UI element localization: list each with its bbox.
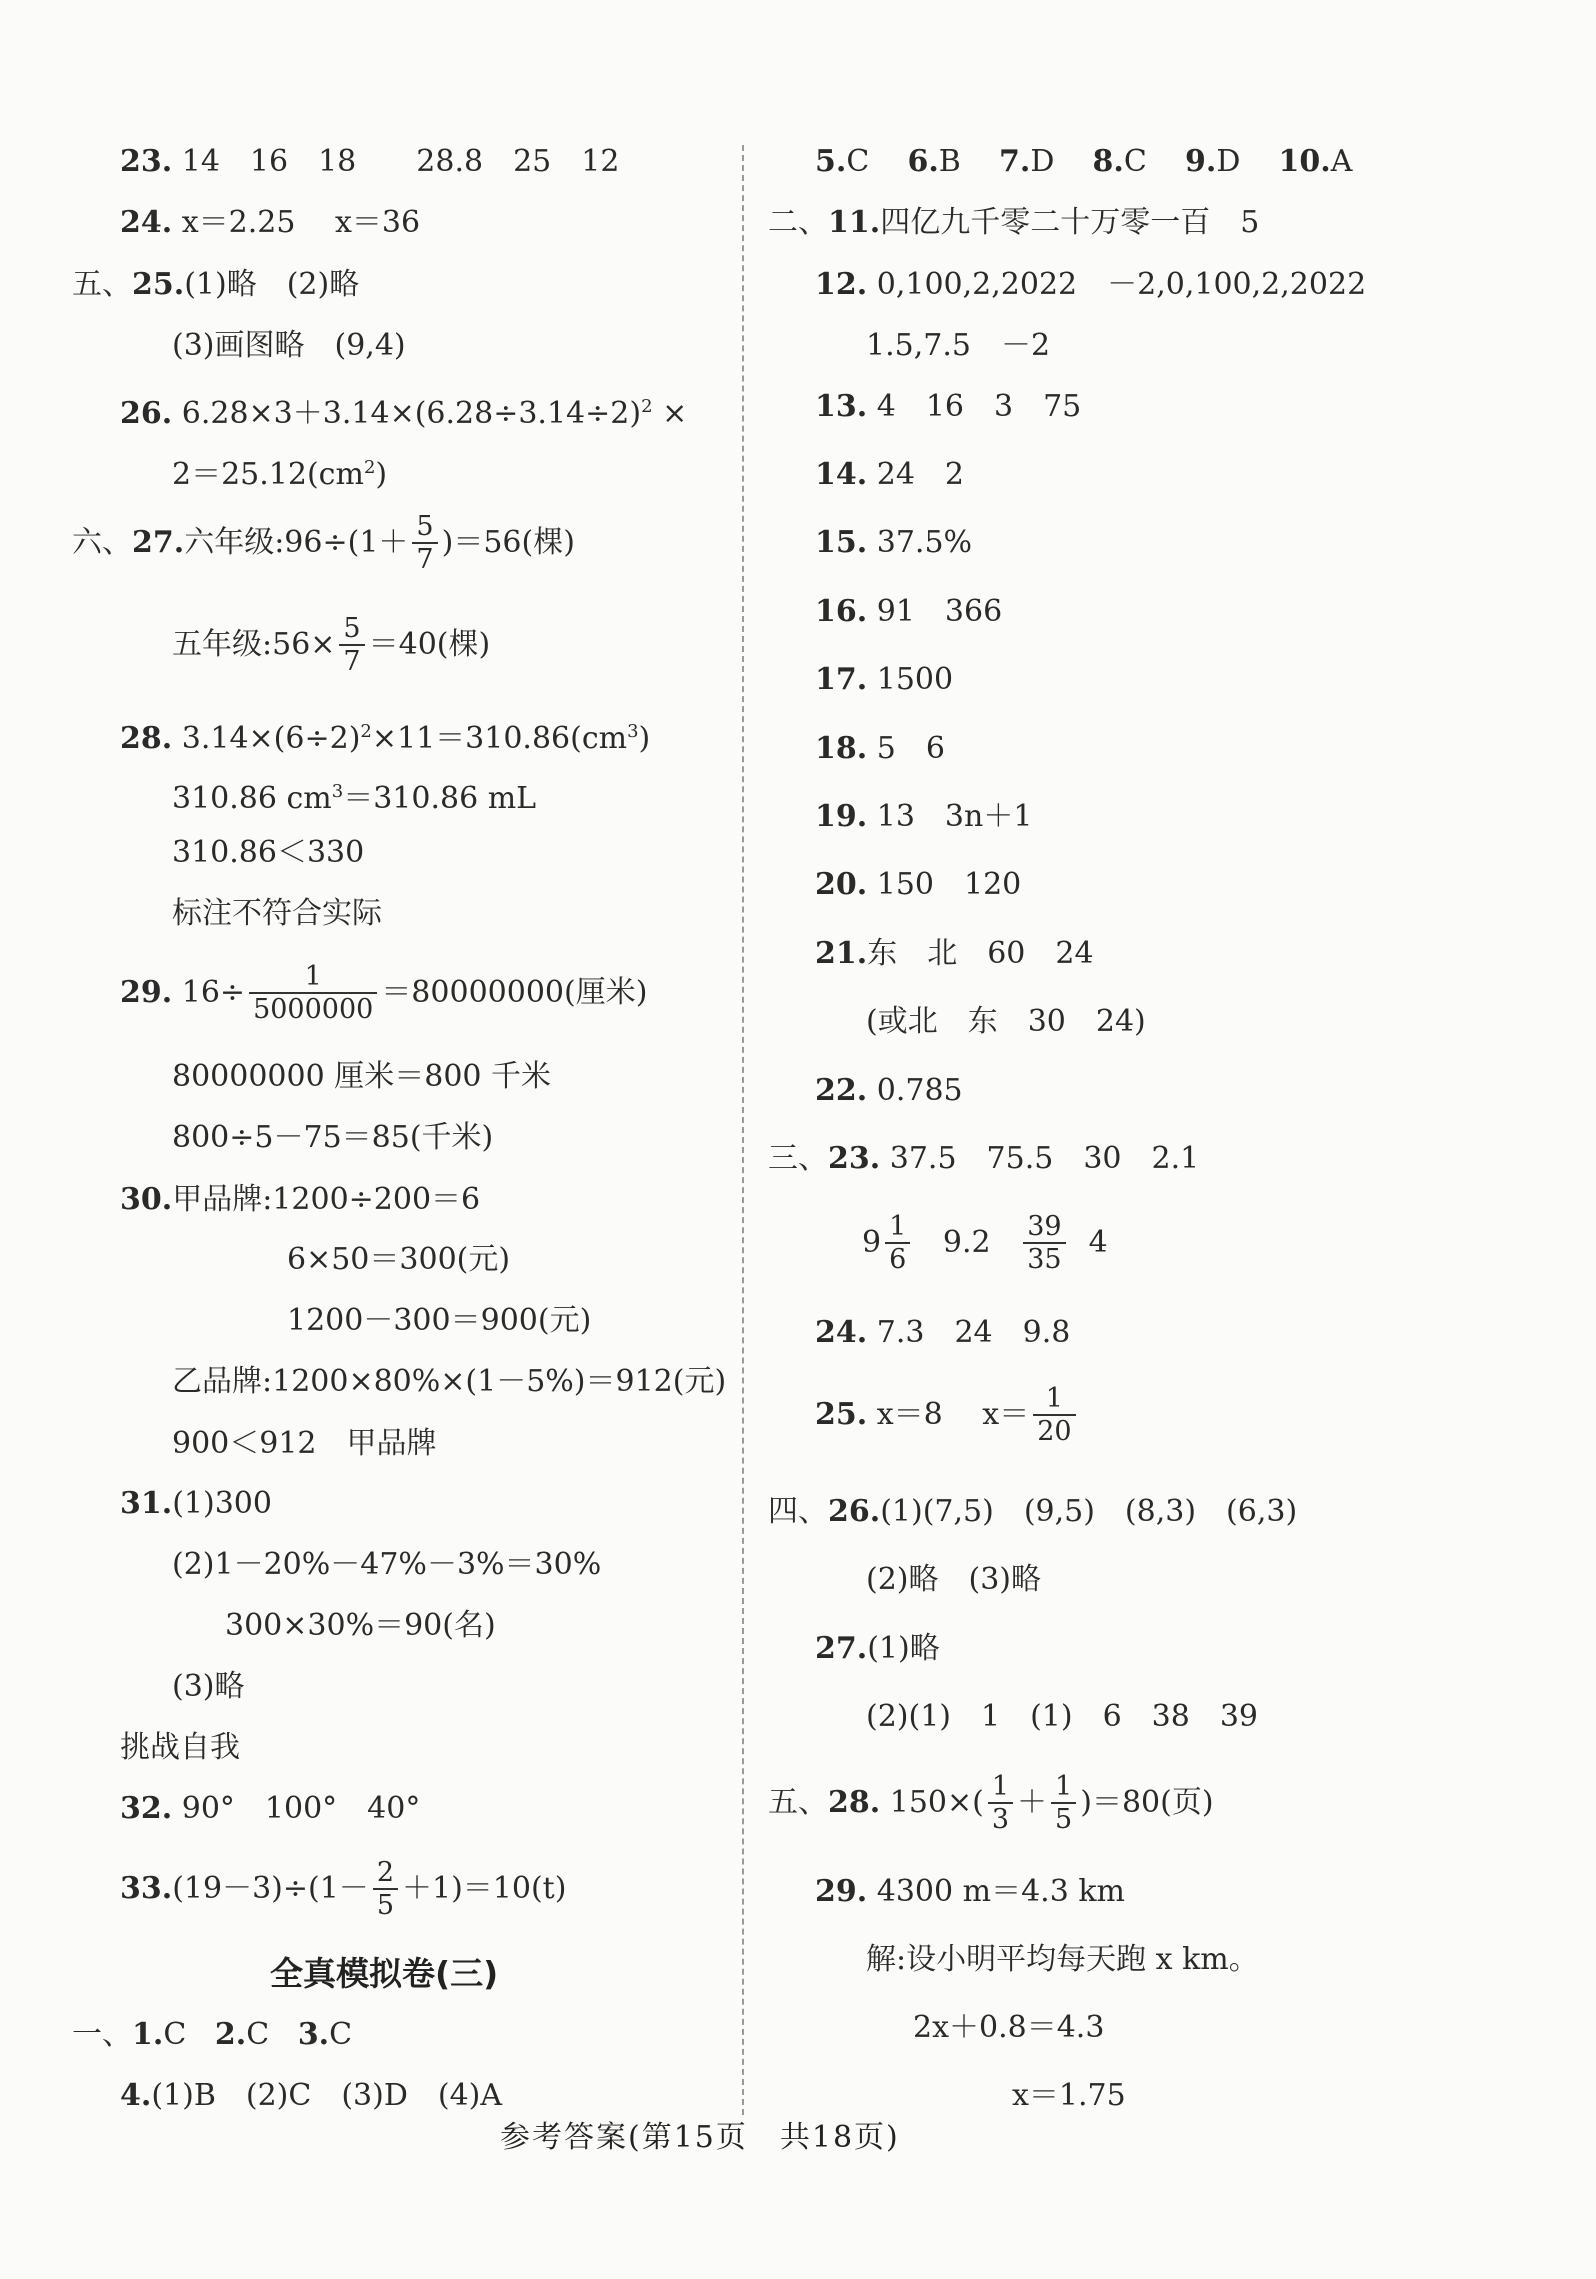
question-number: 12. [815,267,868,302]
page-footer: 参考答案(第15页 共18页) [500,2120,900,2155]
answer-text: 9.2 [942,1225,991,1260]
answer-text: ＝80000000(厘米) [381,975,648,1010]
answer-23 [120,142,619,182]
fraction-denominator: 3 [988,1802,1013,1835]
fraction-numerator: 1 [1045,1383,1063,1414]
question-number: 32. [120,1791,173,1826]
answer-text: 东 北 60 24 [867,936,1094,971]
answer-text: B [938,144,961,179]
fraction [249,961,377,1025]
question-number: 25. [132,267,185,302]
question-number: 2. [214,2017,247,2052]
answer-text: x＝2.25 x＝36 [181,205,421,240]
exponent: 2 [360,721,372,742]
answer-29 [120,960,647,1026]
answer-30-line3: 1200－300＝900(元) [287,1303,592,1338]
section-label: 四、 [768,1494,828,1529]
question-number: 4. [120,2078,152,2113]
answer-text: 甲品牌:1200÷200＝6 [172,1182,481,1217]
answer-text: A [1330,144,1353,179]
fraction [988,1771,1013,1835]
fraction-denominator: 5 [1051,1802,1076,1835]
answer-21 [815,934,1094,974]
whole-number: 9 [862,1225,882,1260]
answer-text: 4300 m＝4.3 km [876,1874,1125,1909]
answer-text: 5 6 [876,731,945,766]
answer-text: D [1030,144,1055,179]
question-number: 6. [907,144,939,179]
answer-17 [815,660,953,700]
fraction-numerator: 1 [991,1771,1010,1802]
answer-text: 13 3n＋1 [876,799,1033,834]
answer-12 [815,265,1366,305]
answer-text: (1)B (2)C (3)D (4)A [151,2078,503,2113]
question-number: 11. [828,205,881,240]
answer-31-line2: (2)1－20%－47%－3%＝30% [172,1547,602,1582]
question-number: 15. [815,525,868,560]
question-number: 28. [120,721,173,756]
question-number: 18. [815,731,868,766]
challenge-heading: 挑战自我 [120,1730,240,1765]
question-number: 27. [815,1631,868,1666]
question-number: 19. [815,799,868,834]
answer-text: 91 366 [876,594,1003,629]
answer-26r [768,1492,1297,1532]
question-number: 8. [1092,144,1124,179]
answer-text: 五年级:56× [172,627,336,662]
question-number: 10. [1278,144,1331,179]
question-number: 1. [132,2017,164,2052]
question-number: 25. [815,1397,868,1432]
question-number: 24. [815,1315,868,1350]
question-number: 24. [120,205,173,240]
answer-29r [815,1872,1125,1912]
answer-text: 2＝25.12(cm [172,457,364,492]
answer-13 [815,387,1081,427]
plus-sign: ＋ [1017,1785,1048,1820]
answer-text: ) [638,721,651,756]
answer-14 [815,455,964,495]
section-label: 三、 [768,1141,828,1176]
answer-18 [815,729,945,769]
question-number: 13. [815,389,868,424]
answer-33 [120,1856,566,1922]
answer-text: 90° 100° 40° [181,1791,421,1826]
answer-text: 14 16 18 28.8 25 12 [181,144,620,179]
exponent: 3 [331,781,344,802]
answer-text: 六年级:96÷(1＋ [184,525,409,560]
answer-text: (19－3)÷(1－ [172,1871,369,1906]
answer-text: C [846,144,870,179]
answer-text: 310.86 cm [172,781,332,816]
answer-28-line3: 310.86＜330 [172,835,365,870]
answer-text: ＝40(棵) [368,627,491,662]
question-number: 30. [120,1182,173,1217]
answer-text: )＝80(页) [1080,1785,1214,1820]
answer-text: 16÷ [181,975,246,1010]
column-divider [742,145,744,2115]
fraction-numerator: 5 [343,613,361,644]
section-label: 二、 [768,205,828,240]
answer-28-line4: 标注不符合实际 [172,896,382,931]
answer-text: 150 120 [876,867,1022,902]
answer-32 [120,1789,420,1829]
question-number: 26. [828,1494,881,1529]
answer-27-line2 [172,612,490,678]
question-number: 7. [998,144,1031,179]
question-number: 23. [828,1141,881,1176]
answer-29-line2: 80000000 厘米＝800 千米 [172,1059,552,1094]
answer-30-line2: 6×50＝300(元) [287,1242,511,1277]
answer-text: ×11＝310.86(cm [371,721,628,756]
answer-31-line3: 300×30%＝90(名) [225,1608,496,1643]
fraction-numerator: 1 [304,961,322,992]
answer-text: C [329,2017,353,2052]
exponent: 2 [641,396,653,417]
answer-24 [120,203,420,243]
question-number: 33. [120,1871,173,1906]
section-label: 一、 [72,2017,132,2052]
answer-20 [815,865,1021,905]
question-number: 28. [828,1785,881,1820]
answer-27r-line2: (2)(1) 1 (1) 6 38 39 [866,1699,1259,1734]
exponent: 3 [627,721,639,742]
answer-text: C [1123,144,1147,179]
answer-1-3 [72,2015,352,2055]
answer-text: (1)(7,5) (9,5) (8,3) (6,3) [880,1494,1298,1529]
answer-text: x＝8 x＝ [876,1397,1030,1432]
fraction-numerator: 1 [1055,1771,1073,1802]
fraction [412,511,437,575]
fraction-denominator: 7 [339,644,364,677]
fraction [1033,1383,1075,1447]
answer-25 [72,265,359,305]
fraction-numerator: 1 [889,1211,907,1242]
answer-text: ) [375,457,388,492]
answer-text: 3.14×(6÷2) [181,721,361,756]
answer-25r [815,1382,1080,1448]
answer-30-line5: 900＜912 甲品牌 [172,1426,437,1461]
fraction [339,613,364,677]
answer-16 [815,592,1002,632]
answer-text: ＋1)＝10(t) [402,1871,567,1906]
answer-text: (1)略 [867,1631,940,1666]
answer-25-line2: (3)画图略 (9,4) [172,328,406,363]
fraction [1051,1771,1076,1835]
question-number: 3. [297,2017,330,2052]
answer-23r [768,1139,1199,1179]
answer-27 [72,510,575,576]
answer-24r [815,1313,1070,1353]
question-number: 9. [1184,144,1217,179]
answer-26 [120,387,687,434]
answer-text: 4 16 3 75 [876,389,1082,424]
answer-text: 24 2 [876,457,965,492]
answer-text: 6.28×3＋3.14×(6.28÷3.14÷2) [181,396,642,431]
fraction-denominator: 5 [373,1888,398,1921]
question-number: 21. [815,936,868,971]
fraction [885,1211,910,1275]
answer-31 [120,1484,272,1524]
answer-text: 四亿九千零二十万零一百 5 [880,205,1260,240]
answer-29r-line4: x＝1.75 [1012,2078,1126,2113]
answer-28r [768,1770,1214,1836]
fraction [1023,1211,1065,1275]
section-label: 六、 [72,525,132,560]
question-number: 29. [815,1874,868,1909]
fraction-numerator: 39 [1027,1211,1062,1242]
fraction-denominator: 20 [1033,1414,1075,1447]
answer-21-line2: (或北 东 30 24) [866,1004,1146,1039]
question-number: 5. [815,144,847,179]
question-number: 29. [120,975,173,1010]
answer-text: C [163,2017,187,2052]
answer-text: D [1216,144,1241,179]
question-number: 22. [815,1073,868,1108]
answer-text: 37.5% [876,525,973,560]
section-label: 五、 [72,267,132,302]
fraction-denominator: 6 [885,1242,910,1275]
question-number: 16. [815,594,868,629]
fraction-denominator: 35 [1023,1242,1065,1275]
answer-text: 150×( [889,1785,984,1820]
answer-text: 1500 [876,662,954,697]
exponent: 2 [363,457,376,478]
answer-text: C [246,2017,270,2052]
answer-28 [120,712,650,759]
question-number: 14. [815,457,868,492]
answer-30-line4: 乙品牌:1200×80%×(1－5%)＝912(元) [172,1364,727,1399]
fraction-denominator: 7 [412,542,437,575]
question-number: 26. [120,396,173,431]
answer-23r-line2 [862,1210,1108,1276]
answer-28-line2 [172,772,536,819]
answer-text: 7.3 24 9.8 [876,1315,1071,1350]
answer-29-line3: 800÷5－75＝85(千米) [172,1120,494,1155]
answer-11 [768,203,1259,243]
answer-26-line2 [172,448,387,495]
answers-5-10 [815,142,1352,182]
answer-22 [815,1071,963,1111]
answer-text: ＝310.86 mL [343,781,537,816]
answer-text: (1)略 (2)略 [184,267,360,302]
answer-19 [815,797,1032,837]
answer-text: × [662,396,688,431]
fraction-numerator: 5 [416,511,434,542]
answer-15 [815,523,972,563]
question-number: 31. [120,1486,173,1521]
fraction [373,1857,398,1921]
question-number: 23. [120,144,173,179]
answer-text: 0,100,2,2022 －2,0,100,2,2022 [876,267,1367,302]
answer-text: 4 [1088,1225,1108,1260]
question-number: 20. [815,867,868,902]
question-number: 27. [132,525,185,560]
answer-text: 37.5 75.5 30 2.1 [889,1141,1200,1176]
answer-27r [815,1629,940,1669]
question-number: 17. [815,662,868,697]
answer-4 [120,2076,502,2116]
answer-31-line4: (3)略 [172,1669,245,1704]
answer-text: (1)300 [172,1486,272,1521]
fraction-denominator: 5000000 [249,992,377,1025]
answer-text: 0.785 [876,1073,963,1108]
section-title: 全真模拟卷(三) [270,1954,499,1993]
answer-12-line2: 1.5,7.5 －2 [866,328,1051,363]
answer-text: )＝56(棵) [441,525,575,560]
fraction-numerator: 2 [376,1857,394,1888]
section-label: 五、 [768,1785,828,1820]
answer-29r-line2: 解:设小明平均每天跑 x km。 [866,1942,1259,1977]
answer-30 [120,1180,480,1220]
answer-29r-line3: 2x＋0.8＝4.3 [913,2010,1105,2045]
answer-26r-line2: (2)略 (3)略 [866,1562,1041,1597]
